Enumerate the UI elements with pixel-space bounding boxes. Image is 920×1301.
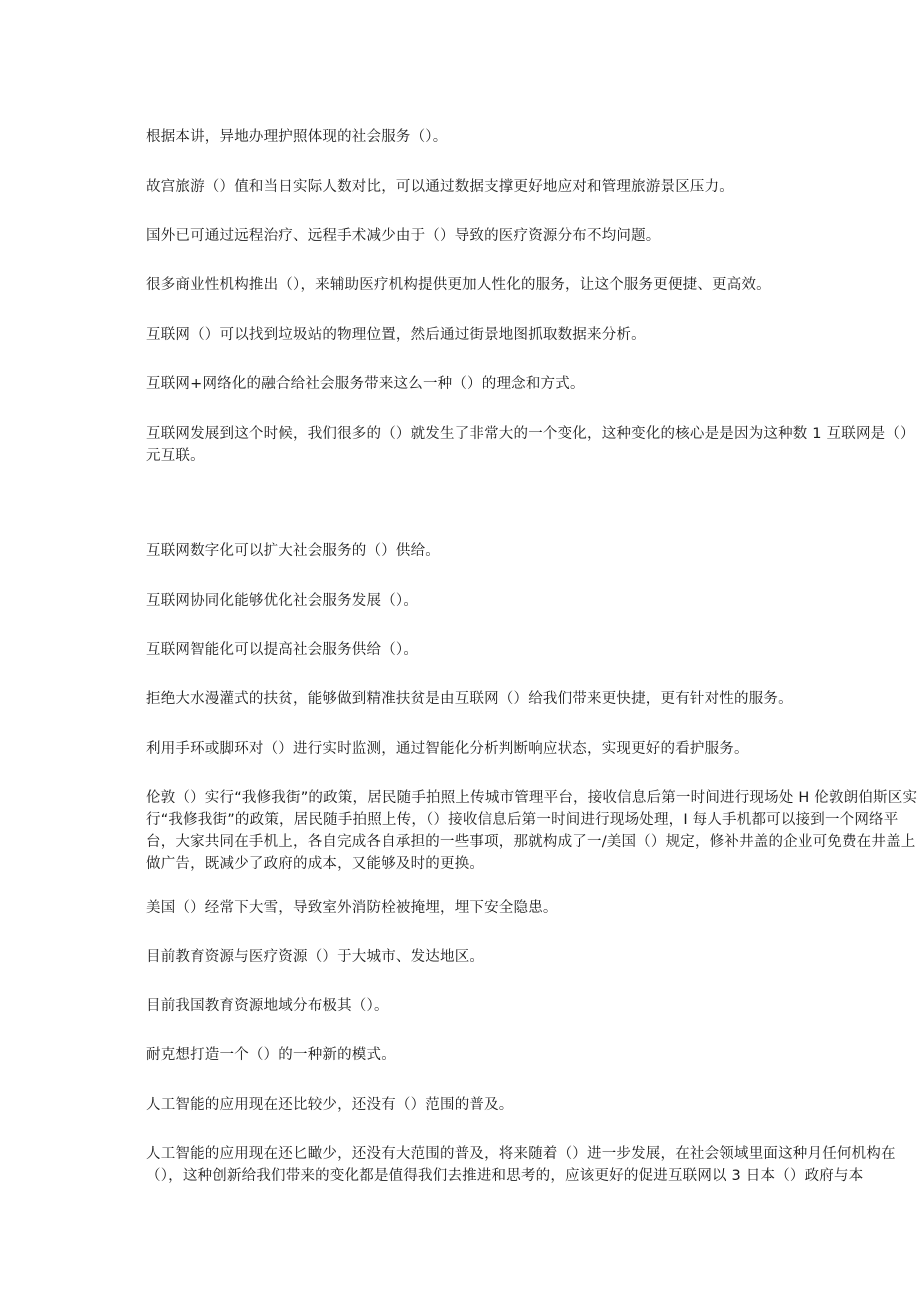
- question-3: 国外已可通过远程治疗、远程手术减少由于（）导致的医疗资源分布不均问题。: [146, 228, 661, 244]
- question-10: 互联网智能化可以提高社会服务供给（）。: [146, 642, 419, 658]
- question-9: 互联网协同化能够优化社会服务发展（）。: [146, 593, 419, 609]
- question-14: 美国（）经常下大雪，导致室外消防栓被掩埋，埋下安全隐患。: [146, 900, 558, 916]
- question-18: 人工智能的应用现在还比较少，还没有（）范围的普及。: [146, 1097, 514, 1113]
- question-5: 互联网（）可以找到垃圾站的物理位置，然后通过街景地图抓取数据来分析。: [146, 327, 646, 343]
- question-17: 耐克想打造一个（）的一种新的模式。: [146, 1047, 396, 1063]
- question-12: 利用手环或脚环对（）进行实时监测，通过智能化分析判断响应状态，实现更好的看护服务。: [146, 741, 749, 757]
- question-1: 根据本讲，异地办理护照体现的社会服务（）。: [146, 129, 448, 145]
- question-16: 目前我国教育资源地域分布极其（）。: [146, 998, 389, 1014]
- question-13: 伦敦（）实行“我修我街”的政策，居民随手拍照上传城市管理平台，接收信息后第一时间进行现场处 H 伦敦朗伯斯区实行“我修我街”的政策，居民随手拍照上传，（）接收信息后第一时间进行现场处理，I 每人手机都可以接到一个网络平台，大家共同在手机上，各自完成各自承担的一些事项，那就构成了一/美国（）规定，修补井盖的企业可免费在井盖上做广告，既减少了政府的成本，又能够及时的更换。: [146, 790, 918, 872]
- question-6: 互联网+网络化的融合给社会服务带来这么一种（）的理念和方式。: [146, 376, 585, 392]
- question-4: 很多商业性机构推出（），来辅助医疗机构提供更加人性化的服务，让这个服务更便捷、更高效。: [146, 277, 771, 293]
- question-19: 人工智能的应用现在还匕瞰少，还没有大范围的普及，将来随着（）进一步发展，在社会领域里面这种月任何机构在（），这种创新给我们带来的变化都是值得我们去推进和思考的，应该更好的促进互联网以 3 日本（）政府与本: [146, 1146, 896, 1184]
- question-7: 互联网发展到这个时候，我们很多的（）就发生了非常大的一个变化，这种变化的核心是是因为这种数 1 互联网是（）元互联。: [146, 426, 915, 464]
- question-2: 故宫旅游（）值和当日实际人数对比，可以通过数据支撑更好地应对和管理旅游景区压力。: [146, 179, 734, 195]
- question-11: 拒绝大水漫灌式的扶贫，能够做到精准扶贫是由互联网（）给我们带来更快捷，更有针对性的服务。: [146, 691, 793, 707]
- question-8: 互联网数字化可以扩大社会服务的（）供给。: [146, 543, 440, 559]
- question-15: 目前教育资源与医疗资源（）于大城市、发达地区。: [146, 949, 485, 965]
